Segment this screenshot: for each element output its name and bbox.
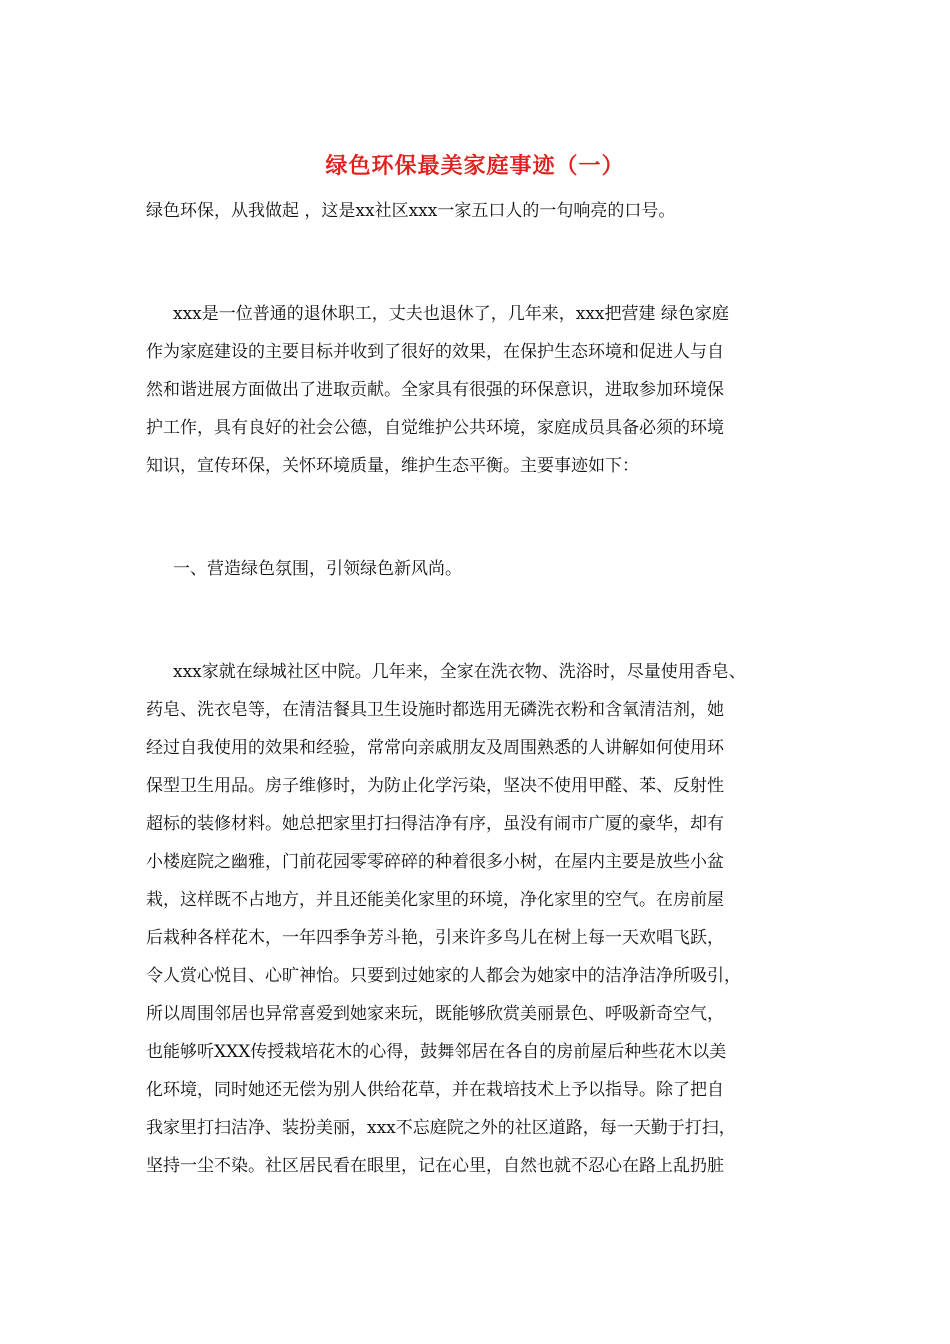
paragraph-2-line: 保型卫生用品。房子维修时，为防止化学污染，坚决不使用甲醛、苯、反射性 xyxy=(146,776,724,796)
paragraph-2-line: 后栽种各样花木，一年四季争芳斗艳，引来许多鸟儿在树上每一天欢唱飞跃， xyxy=(146,928,724,948)
paragraph-2-line: 所以周围邻居也异常喜爱到她家来玩，既能够欣赏美丽景色、呼吸新奇空气， xyxy=(146,1004,724,1024)
paragraph-1-line: 作为家庭建设的主要目标并收到了很好的效果，在保护生态环境和促进人与自 xyxy=(146,342,724,362)
intro-line: 绿色环保，从我做起 ，这是xx社区xxx一家五口人的一句响亮的口号。 xyxy=(146,201,676,221)
paragraph-2-line: 栽，这样既不占地方，并且还能美化家里的环境，净化家里的空气。在房前屋 xyxy=(146,890,724,910)
paragraph-2-line: 坚持一尘不染。社区居民看在眼里，记在心里，自然也就不忍心在路上乱扔脏 xyxy=(146,1156,724,1176)
paragraph-2-line: 小楼庭院之幽雅，门前花园零零碎碎的种着很多小树，在屋内主要是放些小盆 xyxy=(146,852,724,872)
paragraph-1-line: 护工作，具有良好的社会公德，自觉维护公共环境，家庭成员具备必须的环境 xyxy=(146,418,724,438)
paragraph-2-line: 令人赏心悦目、心旷神怡。只要到过她家的人都会为她家中的洁净洁净所吸引， xyxy=(146,966,741,986)
paragraph-1-line: 知识，宣传环保，关怀环境质量，维护生态平衡。主要事迹如下： xyxy=(146,456,639,476)
paragraph-2-line: 也能够听XXX传授栽培花木的心得，鼓舞邻居在各自的房前屋后种些花木以美 xyxy=(146,1042,727,1062)
paragraph-2-line: 药皂、洗衣皂等，在清洁餐具卫生设施时都选用无磷洗衣粉和含氧清洁剂，她 xyxy=(146,700,724,720)
paragraph-2-line: 超标的装修材料。她总把家里打扫得洁净有序，虽没有闹市广厦的豪华，却有 xyxy=(146,814,724,834)
paragraph-1-line: 然和谐进展方面做出了进取贡献。全家具有很强的环保意识，进取参加环境保 xyxy=(146,380,724,400)
section-heading: 一、营造绿色氛围，引领绿色新风尚。 xyxy=(173,559,462,579)
paragraph-1-line: xxx是一位普通的退休职工，丈夫也退休了，几年来，xxx把营建 绿色家庭 xyxy=(173,304,729,324)
paragraph-2-line: 化环境，同时她还无偿为别人供给花草，并在栽培技术上予以指导。除了把自 xyxy=(146,1080,724,1100)
paragraph-2-line: xxx家就在绿城社区中院。几年来，全家在洗衣物、洗浴时，尽量使用香皂、 xyxy=(173,662,746,682)
paragraph-2-line: 我家里打扫洁净、装扮美丽，xxx不忘庭院之外的社区道路，每一天勤于打扫， xyxy=(146,1118,736,1138)
document-title: 绿色环保最美家庭事迹（一） xyxy=(325,153,625,179)
paragraph-2-line: 经过自我使用的效果和经验，常常向亲戚朋友及周围熟悉的人讲解如何使用环 xyxy=(146,738,724,758)
